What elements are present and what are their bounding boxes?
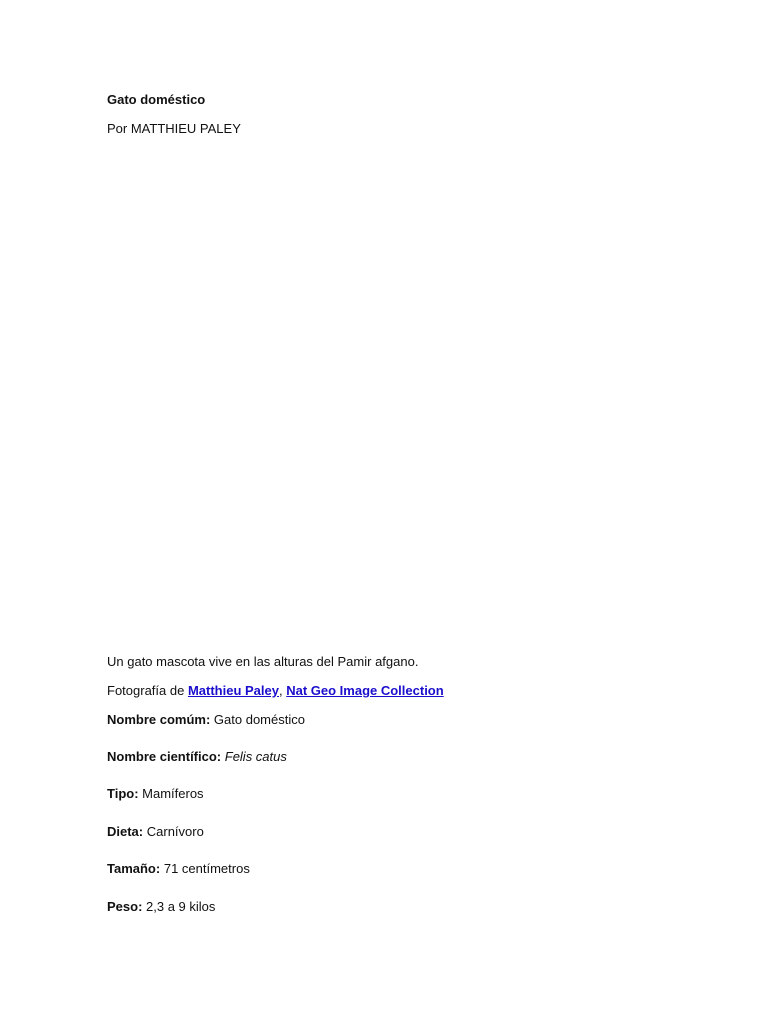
fact-label: Tamaño: xyxy=(107,861,161,876)
fact-value: 71 centímetros xyxy=(163,861,250,876)
fact-value: Mamíferos xyxy=(142,786,204,801)
article-photo xyxy=(107,158,661,636)
credit-prefix: Fotografía de xyxy=(107,683,188,698)
photo-caption: Un gato mascota vive en las alturas del Pamir afgano. xyxy=(107,654,419,669)
photo-credit xyxy=(107,683,444,699)
fact-scientific-name xyxy=(107,749,287,765)
credit-separator: , xyxy=(278,683,287,698)
fact-label: Peso: xyxy=(107,899,143,914)
photographer-link[interactable]: Matthieu Paley xyxy=(187,683,279,698)
fact-label: Dieta: xyxy=(107,824,144,839)
fact-common-name xyxy=(107,712,305,728)
fact-value: Carnívoro xyxy=(146,824,204,839)
fact-size xyxy=(107,861,250,877)
fact-weight xyxy=(107,899,215,915)
article-title: Gato doméstico xyxy=(107,92,206,107)
fact-diet xyxy=(107,824,204,840)
fact-label: Tipo: xyxy=(107,786,139,801)
fact-label: Nombre científico: xyxy=(107,749,222,764)
fact-value: Gato doméstico xyxy=(213,712,305,727)
article-byline: Por MATTHIEU PALEY xyxy=(107,121,241,136)
fact-value: Felis catus xyxy=(224,749,287,764)
fact-type xyxy=(107,786,204,802)
fact-value: 2,3 a 9 kilos xyxy=(146,899,216,914)
collection-link[interactable]: Nat Geo Image Collection xyxy=(286,683,444,698)
fact-label: Nombre comúm: xyxy=(107,712,211,727)
